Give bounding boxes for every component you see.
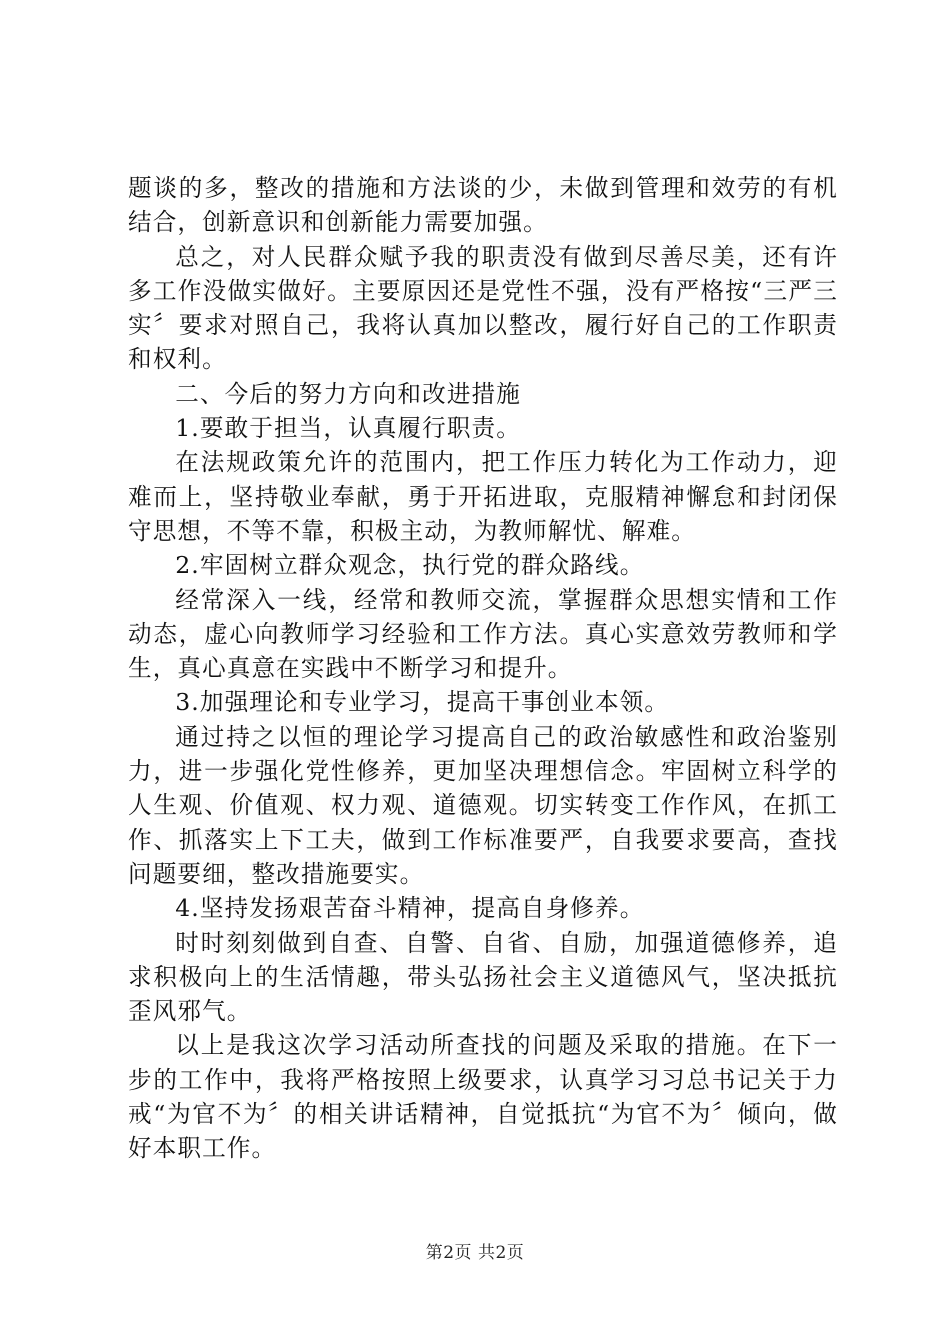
measure-body-4: 时时刻刻做到自查、自警、自省、自励，加强道德修养，追求积极向上的生活情趣，带头弘扬社会主义道德风气，坚决抵抗歪风邪气。	[128, 928, 838, 1026]
page-number: 第2页 共2页	[425, 1243, 525, 1263]
measure-body-3: 通过持之以恒的理论学习提高自己的政治敏感性和政治鉴别力，进一步强化党性修养，更加坚决理想信念。牢固树立科学的人生观、价值观、权力观、道德观。切实转变工作作风，在抓工作、抓落实上下工夫，做到工作标准要严，自我要求要高，查找问题要细，整改措施要实。	[128, 722, 838, 888]
measure-heading-2: 2.牢固树立群众观念，执行党的群众路线。	[175, 551, 645, 580]
measure-body-1: 在法规政策允许的范围内，把工作压力转化为工作动力，迎难而上，坚持敬业奉献，勇于开拓进取，克服精神懈怠和封闭保守思想，不等不靠，积极主动，为教师解忧、解难。	[128, 448, 838, 545]
closing-paragraph: 以上是我这次学习活动所查找的问题及采取的措施。在下一步的工作中，我将严格按照上级要求，认真学习习总书记关于力戒“为官不为〞的相关讲话精神，自觉抵抗“为官不为〞倾向，做好本职工作。	[128, 1031, 838, 1163]
paragraph-summary: 总之，对人民群众赋予我的职责没有做到尽善尽美，还有许多工作没做实做好。主要原因还是党性不强，没有严格按“三严三实〞要求对照自己，我将认真加以整改，履行好自己的工作职责和权利。	[128, 242, 838, 374]
measure-heading-3: 3.加强理论和专业学习，提高干事创业本领。	[175, 688, 670, 717]
page-footer	[0, 1242, 950, 1264]
paragraph-continuation: 题谈的多，整改的措施和方法谈的少，未做到管理和效劳的有机结合，创新意识和创新能力需要加强。	[128, 174, 838, 237]
measure-body-2: 经常深入一线，经常和教师交流，掌握群众思想实情和工作动态，虚心向教师学习经验和工作方法。真心实意效劳教师和学生，真心真意在实践中不断学习和提升。	[128, 585, 838, 683]
measure-heading-4: 4.坚持发扬艰苦奋斗精神，提高自身修养。	[175, 894, 645, 923]
section-heading: 二、今后的努力方向和改进措施	[175, 379, 521, 408]
measure-heading-1: 1.要敢于担当，认真履行职责。	[175, 414, 521, 443]
document-body	[128, 171, 838, 1166]
